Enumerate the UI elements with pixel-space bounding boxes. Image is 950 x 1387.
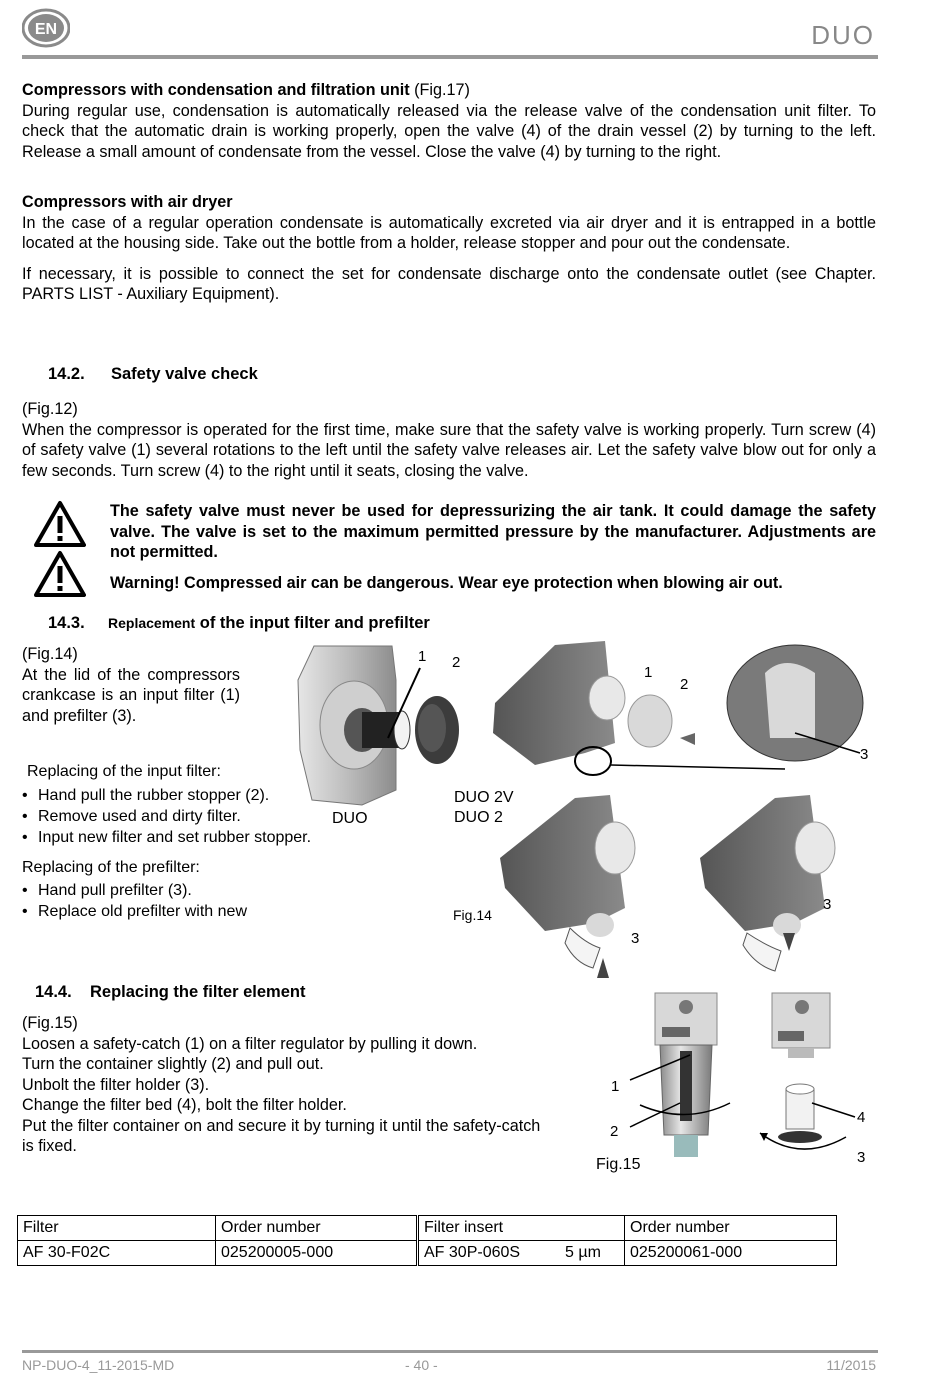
input-filter-intro: At the lid of the compressors crankcase is an input filter (1) and prefilter (3).: [22, 665, 240, 725]
table-cell: 025200005-000: [216, 1241, 418, 1266]
table-header: Filter: [18, 1216, 216, 1241]
section-14-3-intro: [22, 644, 240, 726]
fig12-ref: (Fig.12): [22, 400, 78, 418]
fig14-bl-label-3: 3: [631, 930, 640, 947]
warnings-block: [110, 501, 876, 593]
section-condensation: [22, 80, 876, 162]
prefilter-heading: Replacing of the prefilter:: [22, 859, 200, 876]
fig15-label-1: 1: [611, 1078, 620, 1095]
en-badge-icon: [22, 8, 70, 48]
step-line: Unbolt the filter holder (3).: [22, 1075, 210, 1094]
table-row: [18, 1241, 837, 1266]
fig15-label-2: 2: [610, 1123, 619, 1140]
fig15-label-4: 4: [857, 1109, 866, 1126]
dryer-text: In the case of a regular operation condensate is automatically excreted via air dryer and it is entrapped in a bottle located at the housing side. Take out the bottle from a holder, release stopper and pour out the condensate.: [22, 213, 876, 252]
fig14-duo2-label-1: 1: [644, 664, 653, 681]
table-cell: [418, 1241, 625, 1266]
condensation-fig: (Fig.17): [409, 81, 470, 99]
filter-regulator-illustration: [600, 985, 880, 1180]
table-header: Order number: [625, 1216, 837, 1241]
step-line: Turn the container slightly (2) and pull out.: [22, 1055, 324, 1073]
filter-insert-code: AF 30P-060S: [424, 1244, 521, 1261]
list-item: • Remove used and dirty filter.: [22, 806, 362, 827]
duo-label: DUO: [332, 810, 368, 827]
footer-doc-id: NP-DUO-4_11-2015-MD: [22, 1357, 175, 1373]
fig14-zoom-label-3: 3: [860, 746, 869, 763]
dryer-text-2: If necessary, it is possible to connect the set for condensate discharge onto the condensate outlet (see Chapter. PARTS LIST - Auxiliary Equipment).: [22, 264, 876, 303]
table-cell: 025200061-000: [625, 1241, 837, 1266]
duo2-filter-illustration: [485, 633, 895, 983]
table-header: Order number: [216, 1216, 418, 1241]
section-14-2-body: [22, 399, 876, 481]
fig14-label-1: 1: [418, 648, 427, 665]
warning-safety-valve: The safety valve must never be used for depressurizing the air tank. It could damage the safety valve. The valve is set to the maximum permitted pressure by the manufacturer. Adjustments are not permitted.: [110, 502, 876, 561]
table-cell: AF 30-F02C: [18, 1241, 216, 1266]
section-14-4-title: Replacing the filter element: [90, 983, 306, 1001]
table-header-row: [18, 1216, 837, 1241]
list-item: • Input new filter and set rubber stopper.: [22, 827, 362, 848]
fig14-br-label-3: 3: [823, 896, 832, 913]
fig14-caption: Fig.14: [453, 907, 492, 923]
footer-rule: [22, 1350, 878, 1353]
section-14-4-body: [22, 1013, 550, 1157]
list-item: • Replace old prefilter with new: [22, 901, 322, 922]
fig14-ref: (Fig.14): [22, 645, 78, 663]
step-line: Put the filter container on and secure it by turning it until the safety-catch is fixed.: [22, 1116, 541, 1155]
duo-input-filter-illustration: [292, 640, 472, 810]
step-line: Loosen a safety-catch (1) on a filter regulator by pulling it down.: [22, 1034, 478, 1053]
list-item: • Hand pull prefilter (3).: [22, 880, 322, 901]
duo2v-label: DUO 2V: [454, 789, 514, 806]
prefilter-steps: [22, 880, 322, 922]
section-14-2-number: 14.2.: [48, 365, 85, 383]
language-badge: [22, 8, 70, 48]
product-name: DUO: [811, 20, 875, 50]
fig15-ref: (Fig.15): [22, 1014, 78, 1032]
section-14-3-number: 14.3.: [48, 614, 85, 632]
dryer-title: Compressors with air dryer: [22, 193, 233, 211]
fig15-caption: Fig.15: [596, 1156, 641, 1173]
footer-date: 11/2015: [826, 1357, 876, 1373]
condensation-title: Compressors with condensation and filtration unit: [22, 81, 410, 99]
warning-triangle-icon: [34, 500, 86, 548]
step-line: Change the filter bed (4), bolt the filter holder.: [22, 1096, 347, 1114]
section-14-2-title: Safety valve check: [111, 365, 258, 383]
duo2-label: DUO 2: [454, 809, 503, 826]
warning-compressed-air: Warning! Compressed air can be dangerous. Wear eye protection when blowing air out.: [110, 573, 783, 592]
section-14-4-number: 14.4.: [35, 983, 72, 1001]
condensation-text: During regular use, condensation is automatically released via the release valve of the condensation unit filter. To check that the automatic drain is working properly, open the valve (4) of the drain vessel (2) by turning to the left. Release a small amount of condensate from the vessel. Close the valve (4) by turning to the right.: [22, 101, 876, 161]
list-item: • Hand pull the rubber stopper (2).: [22, 785, 362, 806]
table-header: Filter insert: [418, 1216, 625, 1241]
section-dryer: [22, 192, 876, 305]
fig14-label-2: 2: [452, 654, 461, 671]
safety-valve-text: When the compressor is operated for the first time, make sure that the safety valve is working properly. Turn screw (4) of safety valve (1) several rotations to the left until the safety valve releases air. Let the safety valve blow out for only a few seconds. Turn screw (4) to the right until it seats, closing the valve.: [22, 420, 876, 480]
svg-text:EN: EN: [34, 21, 58, 38]
warning-triangle-icon: [34, 550, 86, 598]
fig15-label-3: 3: [857, 1149, 866, 1166]
section-14-3-title-rest: of the input filter and prefilter: [195, 614, 430, 632]
filter-order-table: [17, 1215, 837, 1266]
filter-insert-size: 5 µm: [565, 1244, 601, 1261]
section-14-3-title-small: Replacement: [108, 615, 196, 631]
footer-page-number: - 40 -: [405, 1357, 438, 1373]
fig14-duo2-label-2: 2: [680, 676, 689, 693]
section-14-3-title: [108, 614, 430, 633]
input-filter-heading: Replacing of the input filter:: [27, 763, 221, 780]
header-rule: [22, 55, 878, 59]
